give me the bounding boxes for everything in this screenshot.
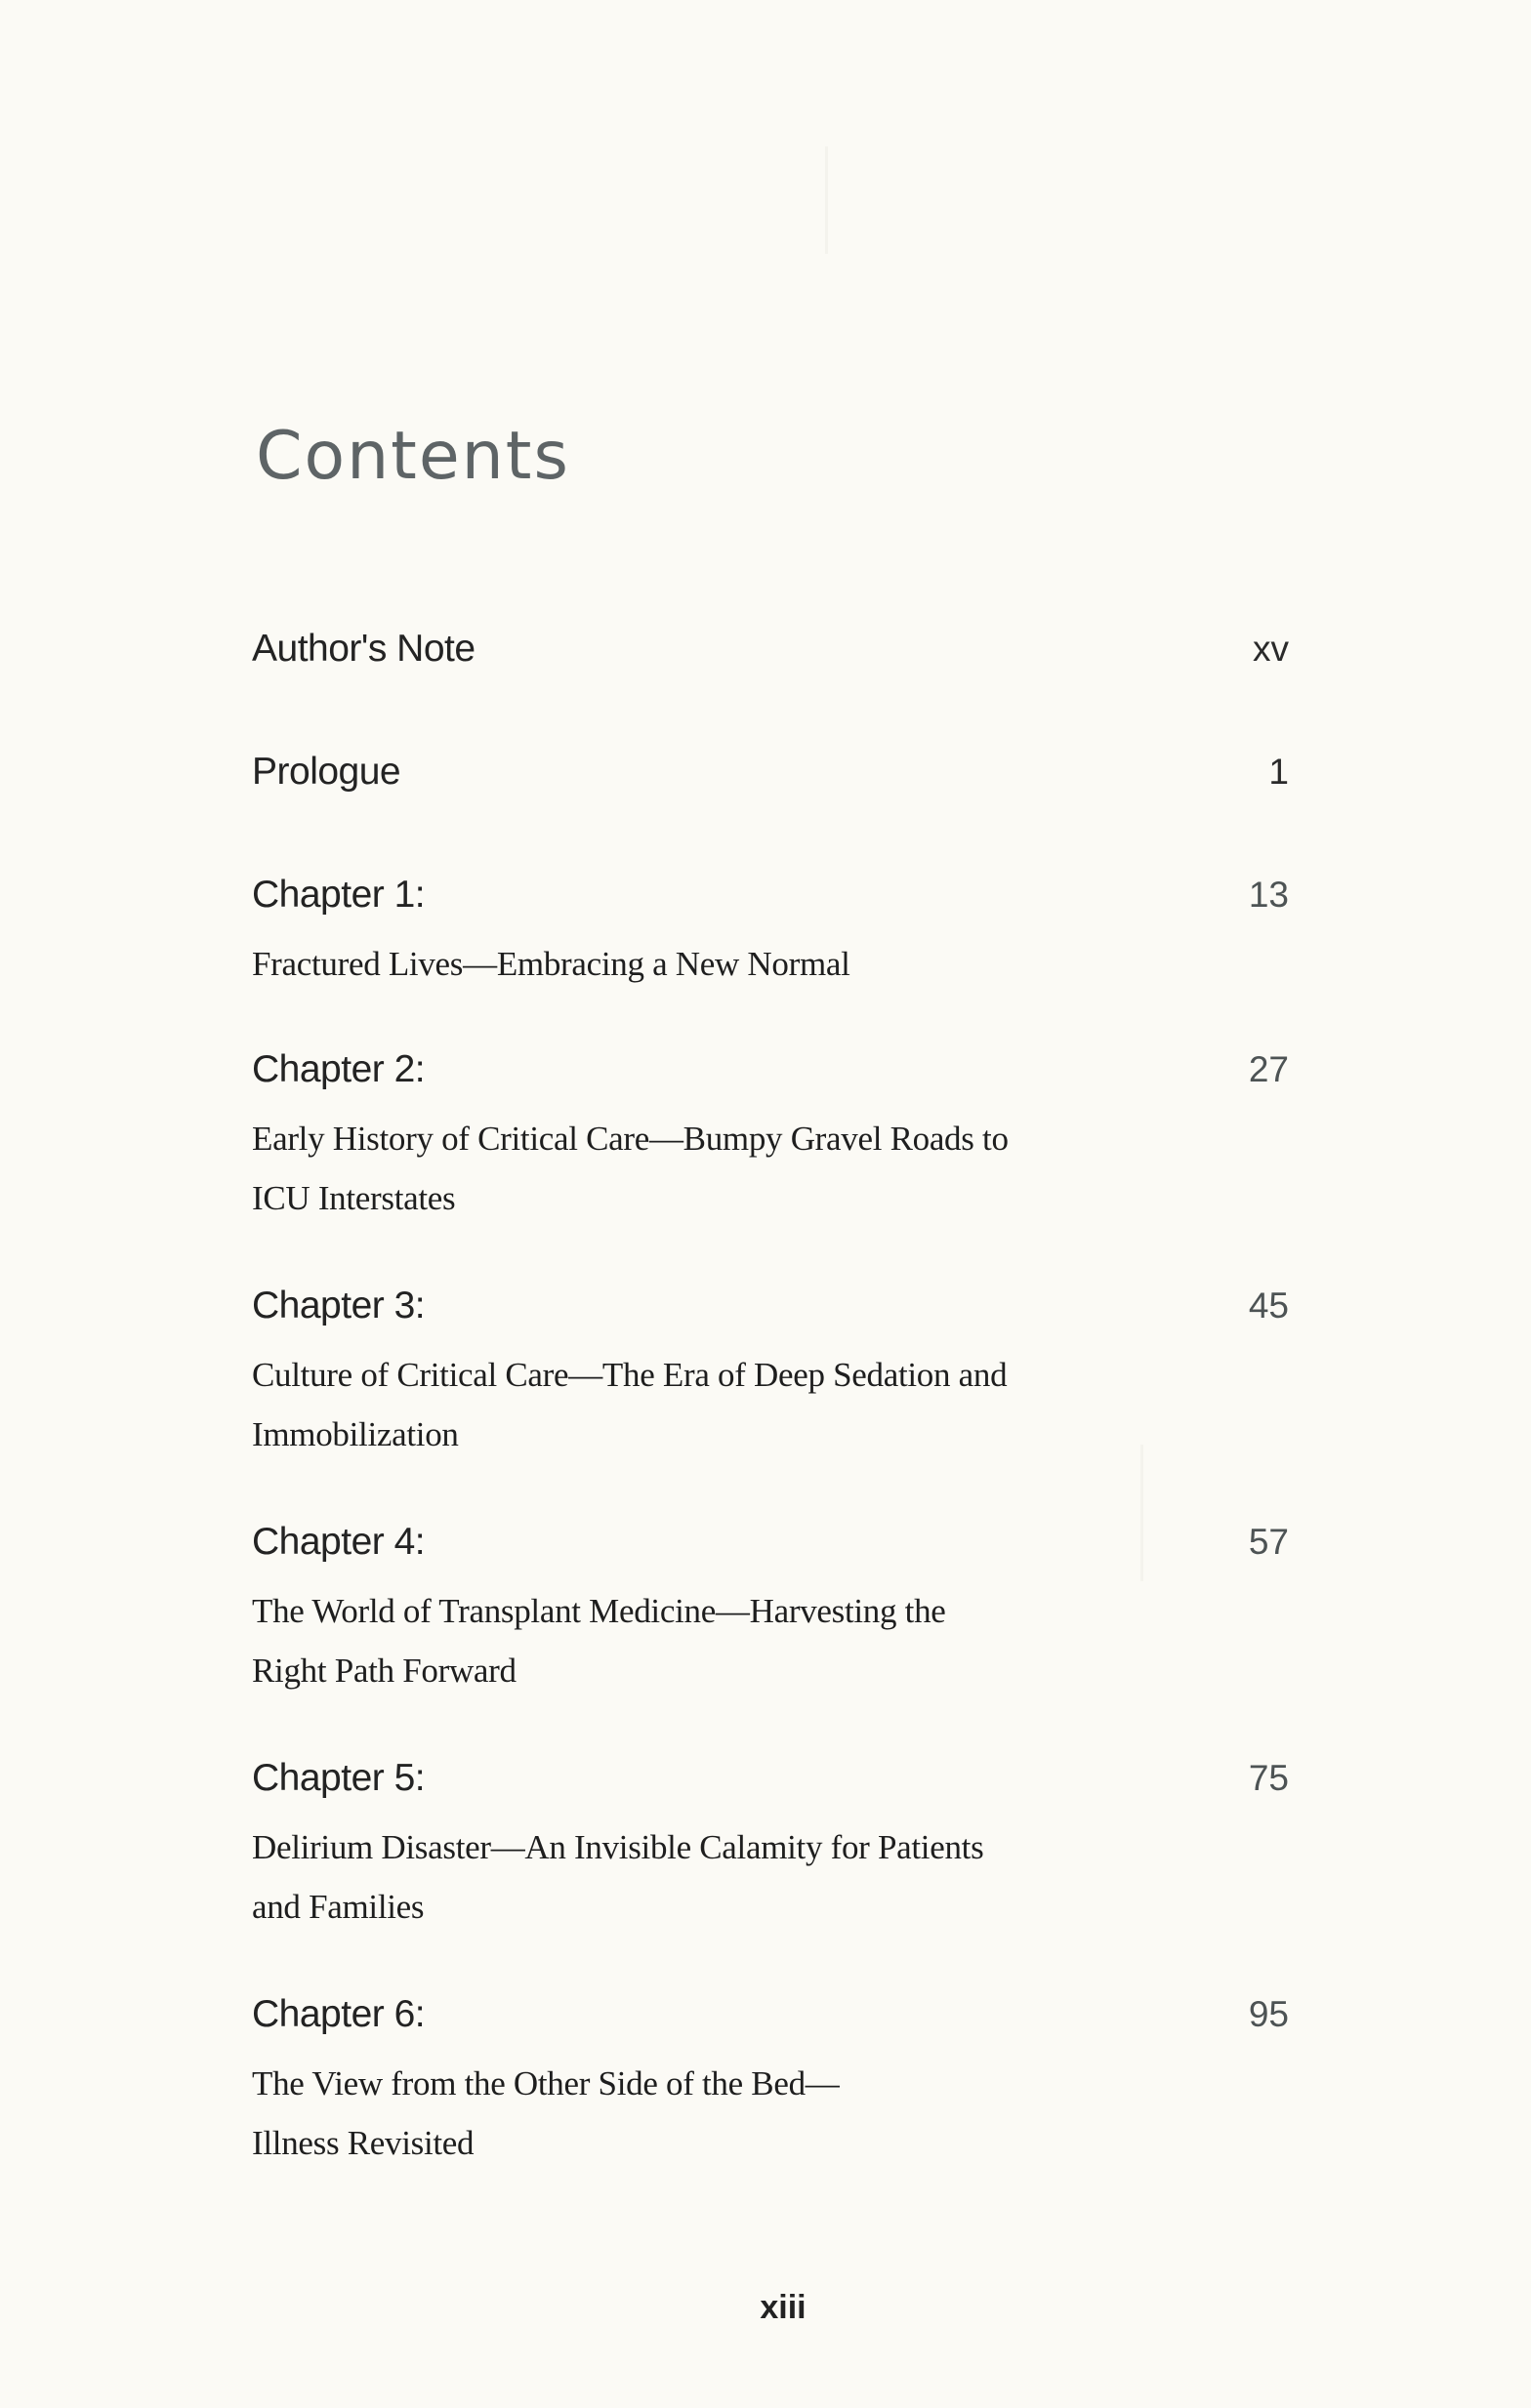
toc-entry-subtitle bbox=[252, 1817, 1289, 1937]
toc-entry-chapter-2[interactable] bbox=[252, 1048, 1289, 1228]
toc-entry-subtitle bbox=[252, 1345, 1289, 1464]
toc-entry-chapter-5[interactable] bbox=[252, 1757, 1289, 1937]
subtitle-line: The World of Transplant Medicine—Harvesting the bbox=[252, 1592, 946, 1630]
toc-entry-page: 45 bbox=[1248, 1286, 1289, 1326]
toc-entry-page: 95 bbox=[1248, 1994, 1289, 2034]
page-title: Contents bbox=[256, 418, 570, 495]
toc-entry-label: Chapter 6: bbox=[252, 1993, 426, 2035]
toc-entry-chapter-1[interactable] bbox=[252, 874, 1289, 994]
toc-entry-chapter-4[interactable] bbox=[252, 1521, 1289, 1700]
subtitle-line: Right Path Forward bbox=[252, 1652, 517, 1690]
toc-entry-subtitle bbox=[252, 2054, 1289, 2173]
toc-entry-page: 75 bbox=[1248, 1758, 1289, 1798]
toc-entry-prologue[interactable] bbox=[252, 751, 1289, 809]
toc-entry-label: Chapter 3: bbox=[252, 1285, 426, 1326]
toc-entry-chapter-3[interactable] bbox=[252, 1285, 1289, 1464]
toc-entry-page: 13 bbox=[1248, 875, 1289, 915]
subtitle-line: Illness Revisited bbox=[252, 2124, 475, 2162]
toc-entry-label: Chapter 5: bbox=[252, 1757, 426, 1799]
toc-entry-page: 27 bbox=[1248, 1049, 1289, 1089]
page-blemish bbox=[825, 146, 828, 254]
subtitle-line: and Families bbox=[252, 1888, 425, 1926]
toc-entry-page: xv bbox=[1253, 629, 1289, 669]
toc-entry-label: Chapter 4: bbox=[252, 1521, 426, 1563]
page-number: xiii bbox=[760, 2289, 807, 2326]
toc-entry-label: Chapter 2: bbox=[252, 1048, 426, 1090]
subtitle-line: ICU Interstates bbox=[252, 1179, 456, 1217]
toc-entry-label: Prologue bbox=[252, 751, 401, 793]
toc-entry-label: Chapter 1: bbox=[252, 874, 426, 916]
subtitle-line: Immobilization bbox=[252, 1415, 459, 1453]
subtitle-line: Culture of Critical Care—The Era of Deep Sedation and bbox=[252, 1356, 1008, 1394]
subtitle-line: Fractured Lives—Embracing a New Normal bbox=[252, 945, 850, 983]
subtitle-line: The View from the Other Side of the Bed— bbox=[252, 2064, 840, 2102]
toc-entry-subtitle bbox=[252, 934, 1289, 994]
toc-entry-authors-note[interactable] bbox=[252, 628, 1289, 686]
subtitle-line: Delirium Disaster—An Invisible Calamity for Patients bbox=[252, 1828, 984, 1866]
toc-entry-label: Author's Note bbox=[252, 628, 476, 670]
toc-entry-subtitle bbox=[252, 1581, 1289, 1700]
toc-entry-page: 1 bbox=[1268, 752, 1289, 792]
toc-entry-subtitle bbox=[252, 1109, 1289, 1228]
toc-entry-page: 57 bbox=[1248, 1522, 1289, 1562]
subtitle-line: Early History of Critical Care—Bumpy Gravel Roads to bbox=[252, 1120, 1009, 1158]
toc-entry-chapter-6[interactable] bbox=[252, 1993, 1289, 2173]
